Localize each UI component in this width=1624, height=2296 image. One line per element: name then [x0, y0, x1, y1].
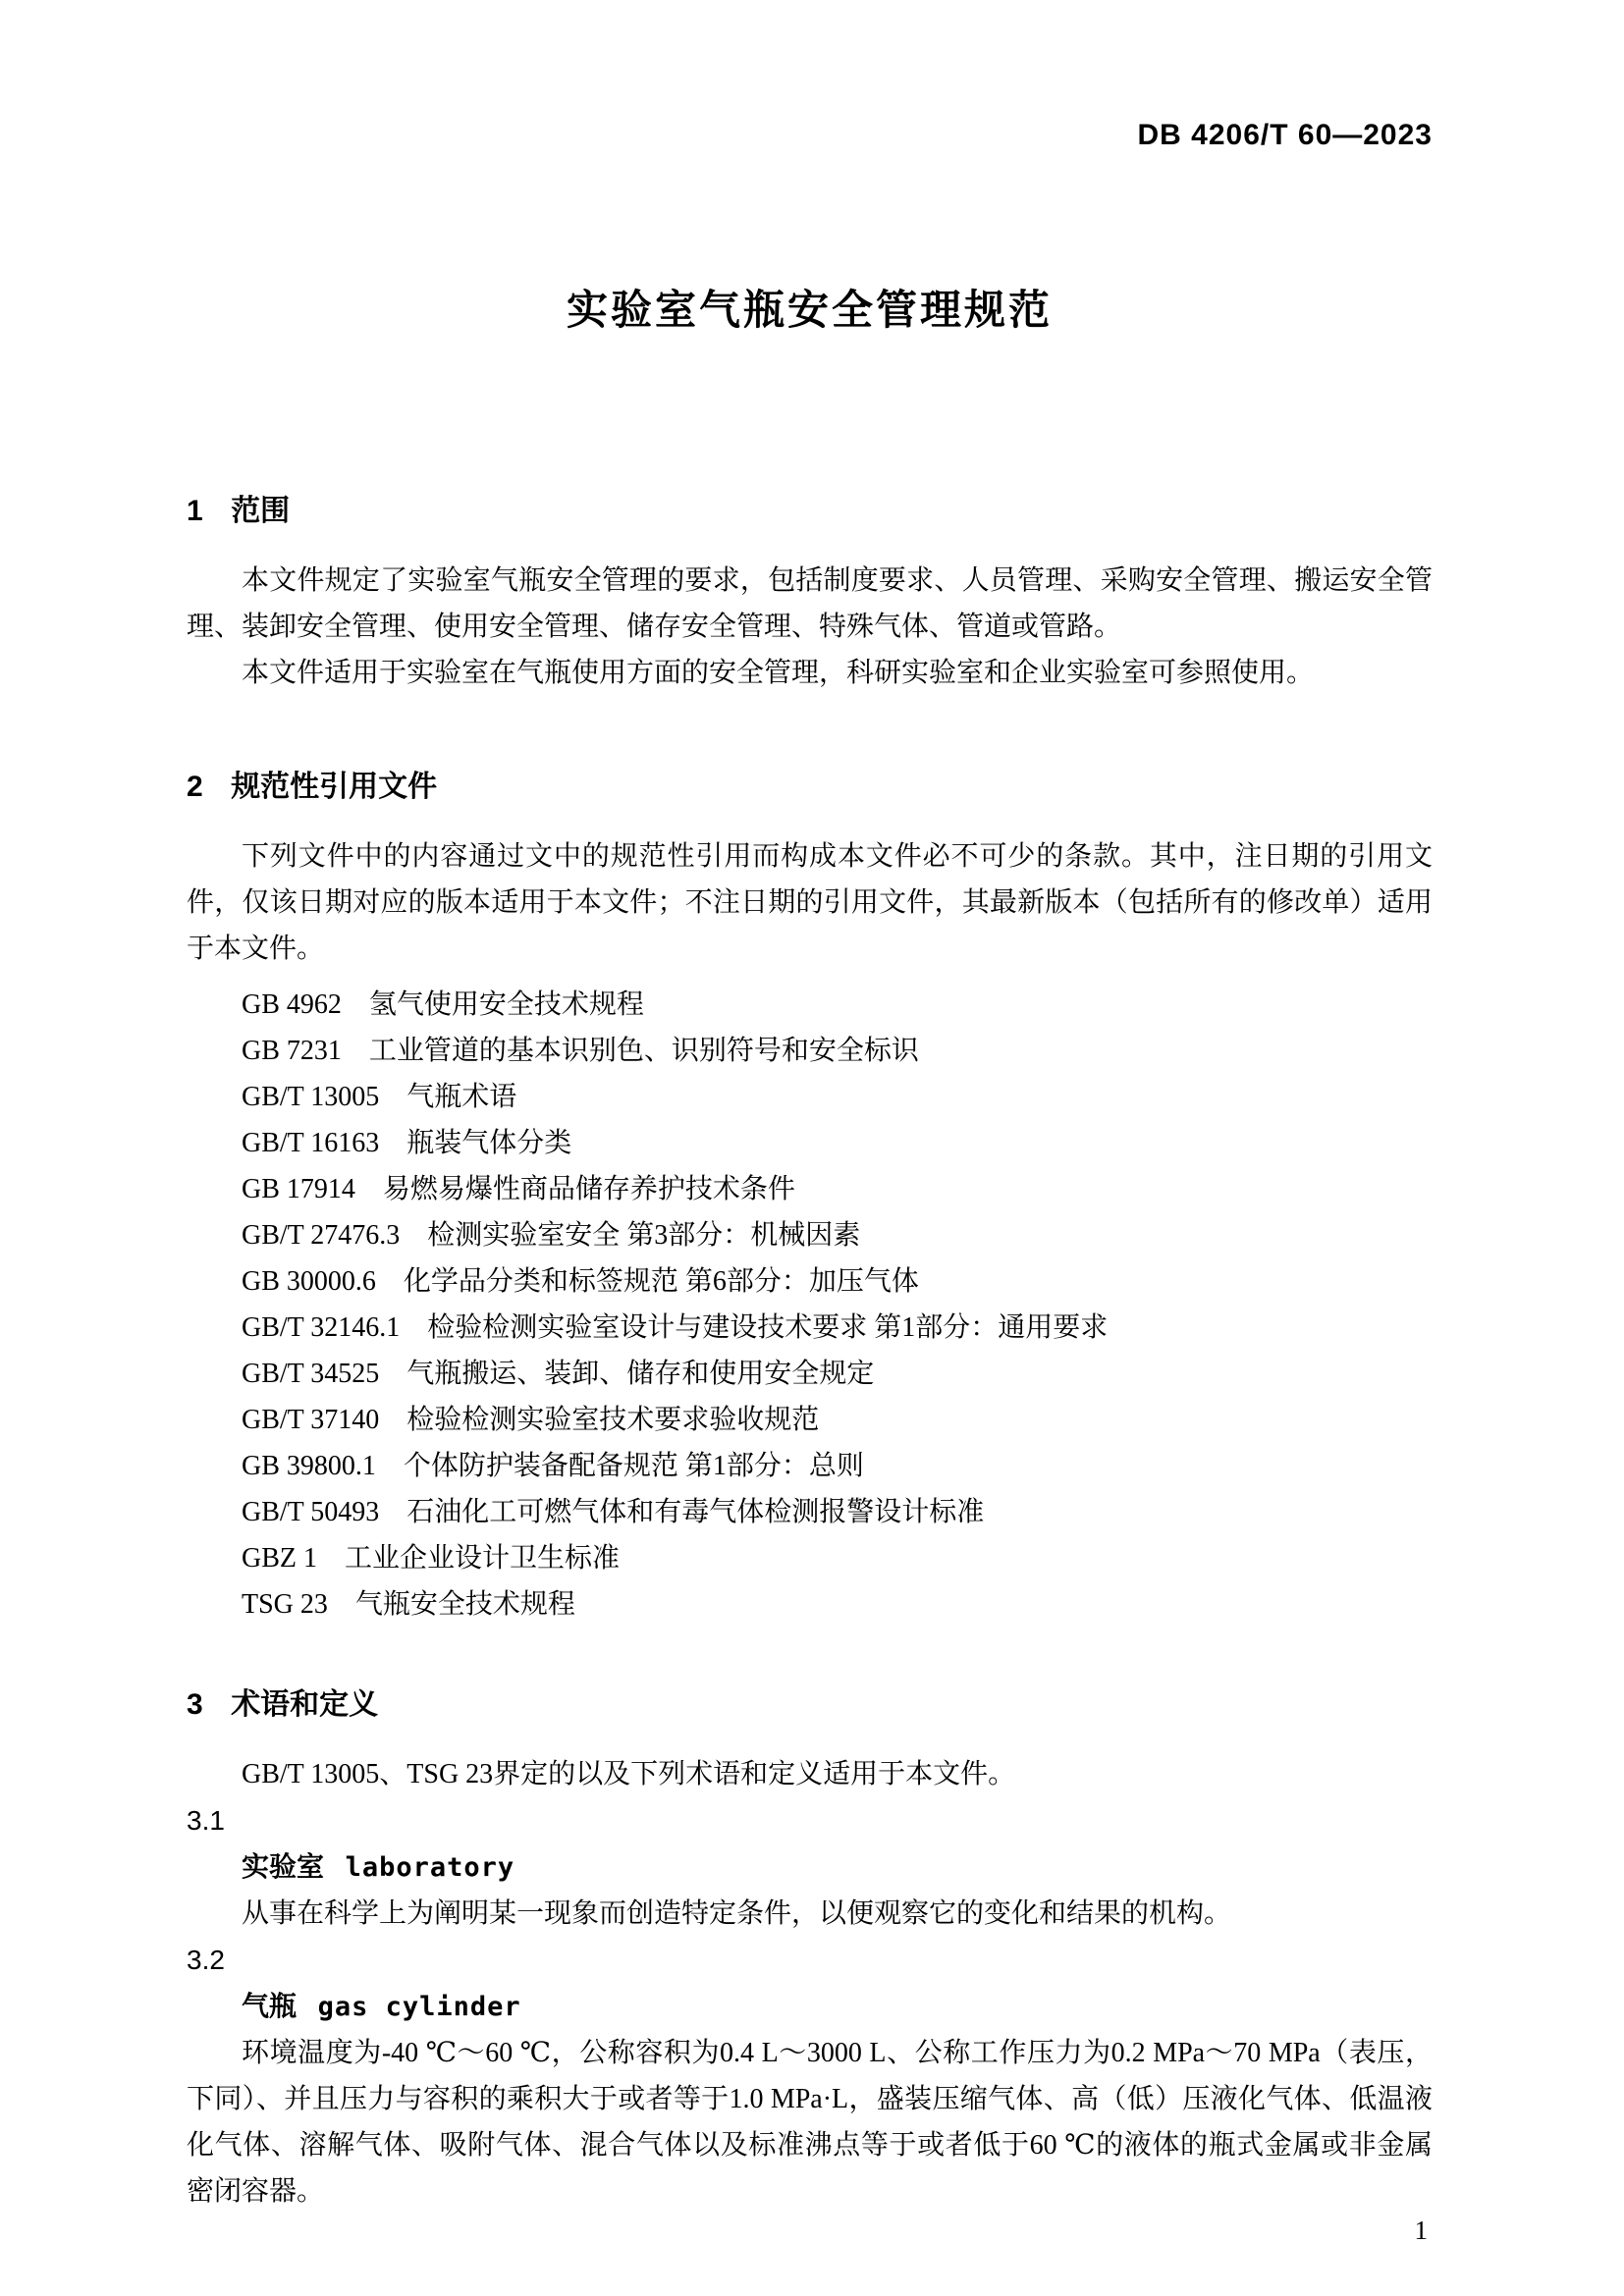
- reference-item: [242, 1258, 1433, 1305]
- terms-intro: GB/T 13005、TSG 23界定的以及下列术语和定义适用于本文件。: [242, 1759, 1016, 1789]
- term-entry: [187, 1797, 1433, 1937]
- reference-item: [242, 1443, 1433, 1489]
- references-intro: 下列文件中的内容通过文中的规范性引用而构成本文件必不可少的条款。其中，注日期的引用文件，仅该日期对应的版本适用于本文件；不注日期的引用文件，其最新版本（包括所有的修改单）适用于本文件。: [187, 841, 1433, 964]
- term-name-en: gas cylinder: [317, 1992, 521, 2022]
- reference-name: 气瓶搬运、装卸、储存和使用安全规定: [406, 1359, 875, 1389]
- section-scope-heading-text: 范围: [231, 495, 291, 527]
- section-normative-references: [187, 767, 1433, 1628]
- reference-name: 工业管道的基本识别色、识别符号和安全标识: [368, 1036, 919, 1066]
- reference-item: [242, 1397, 1433, 1443]
- reference-item: [242, 1535, 1433, 1581]
- reference-code: GB/T 50493: [242, 1497, 380, 1527]
- reference-code: GB/T 32146.1: [242, 1312, 401, 1343]
- references-list: [187, 982, 1433, 1628]
- section-references-heading: [187, 767, 1433, 808]
- section-scope-number: 1: [187, 495, 203, 527]
- reference-item: [242, 1305, 1433, 1351]
- section-terms-heading: [187, 1684, 1433, 1726]
- reference-item: [242, 982, 1433, 1028]
- term-number: 3.2: [187, 1945, 225, 1975]
- section-terms-and-definitions: [187, 1684, 1433, 2215]
- reference-code: GBZ 1: [242, 1543, 317, 1574]
- reference-item: [242, 1028, 1433, 1074]
- reference-code: GB 39800.1: [242, 1451, 376, 1481]
- section-references-number: 2: [187, 771, 203, 803]
- section-scope: [187, 491, 1433, 696]
- reference-name: 石油化工可燃气体和有毒气体检测报警设计标准: [406, 1497, 985, 1527]
- term-name-zh: 气瓶: [242, 1991, 298, 2021]
- page-number: 1: [1414, 2216, 1428, 2245]
- section-scope-heading: [187, 491, 1433, 532]
- reference-code: TSG 23: [242, 1589, 328, 1620]
- reference-code: GB 17914: [242, 1174, 355, 1204]
- term-definition: 环境温度为-40 ℃～60 ℃，公称容积为0.4 L～3000 L、公称工作压力为0.2 MPa～70 MPa（表压，下同）、并且压力与容积的乘积大于或者等于1.0 MPa·L，盛装压缩气体、高（低）压液化气体、低温液化气体、溶解气体、吸附气体、混合气体以及标准沸点等于或者低于60 ℃的液体的瓶式金属或非金属密闭容器。: [187, 2038, 1433, 2207]
- reference-item: [242, 1074, 1433, 1120]
- reference-code: GB 4962: [242, 989, 342, 1020]
- term-entry: [187, 1937, 1433, 2215]
- section-terms-number: 3: [187, 1688, 203, 1721]
- scope-paragraph-1: 本文件规定了实验室气瓶安全管理的要求，包括制度要求、人员管理、采购安全管理、搬运安全管理、装卸安全管理、使用安全管理、储存安全管理、特殊气体、管道或管路。: [187, 565, 1433, 642]
- standard-number: DB 4206/T 60—2023: [1137, 119, 1433, 151]
- reference-item: [242, 1212, 1433, 1258]
- term-number: 3.1: [187, 1805, 225, 1836]
- reference-code: GB/T 13005: [242, 1082, 380, 1112]
- reference-name: 检验检测实验室技术要求验收规范: [406, 1405, 820, 1435]
- reference-item: [242, 1166, 1433, 1212]
- reference-item: [242, 1581, 1433, 1628]
- reference-code: GB/T 37140: [242, 1405, 380, 1435]
- reference-name: 瓶装气体分类: [406, 1128, 572, 1158]
- reference-name: 氢气使用安全技术规程: [368, 989, 644, 1020]
- reference-code: GB 30000.6: [242, 1266, 376, 1297]
- term-name-en: laboratory: [345, 1852, 515, 1883]
- reference-name: 气瓶安全技术规程: [354, 1589, 575, 1620]
- reference-code: GB/T 16163: [242, 1128, 380, 1158]
- term-title: [187, 1843, 1433, 1891]
- reference-name: 个体防护装备配备规范 第1部分：总则: [403, 1451, 864, 1481]
- reference-code: GB 7231: [242, 1036, 342, 1066]
- reference-name: 气瓶术语: [406, 1082, 517, 1112]
- reference-name: 检测实验室安全 第3部分：机械因素: [427, 1220, 861, 1251]
- reference-item: [242, 1489, 1433, 1535]
- term-definition: 从事在科学上为阐明某一现象而创造特定条件，以便观察它的变化和结果的机构。: [242, 1898, 1232, 1929]
- reference-name: 工业企业设计卫生标准: [345, 1543, 621, 1574]
- scope-paragraph-2: 本文件适用于实验室在气瓶使用方面的安全管理，科研实验室和企业实验室可参照使用。: [242, 658, 1315, 688]
- document-title: 实验室气瓶安全管理规范: [566, 287, 1053, 333]
- reference-code: GB/T 34525: [242, 1359, 380, 1389]
- section-terms-heading-text: 术语和定义: [231, 1688, 379, 1721]
- reference-item: [242, 1351, 1433, 1397]
- reference-code: GB/T 27476.3: [242, 1220, 401, 1251]
- reference-name: 检验检测实验室设计与建设技术要求 第1部分：通用要求: [427, 1312, 1109, 1343]
- reference-name: 化学品分类和标签规范 第6部分：加压气体: [403, 1266, 919, 1297]
- reference-name: 易燃易爆性商品储存养护技术条件: [382, 1174, 795, 1204]
- term-title: [187, 1983, 1433, 2030]
- section-references-heading-text: 规范性引用文件: [231, 771, 438, 803]
- reference-item: [242, 1120, 1433, 1166]
- term-name-zh: 实验室: [242, 1851, 325, 1882]
